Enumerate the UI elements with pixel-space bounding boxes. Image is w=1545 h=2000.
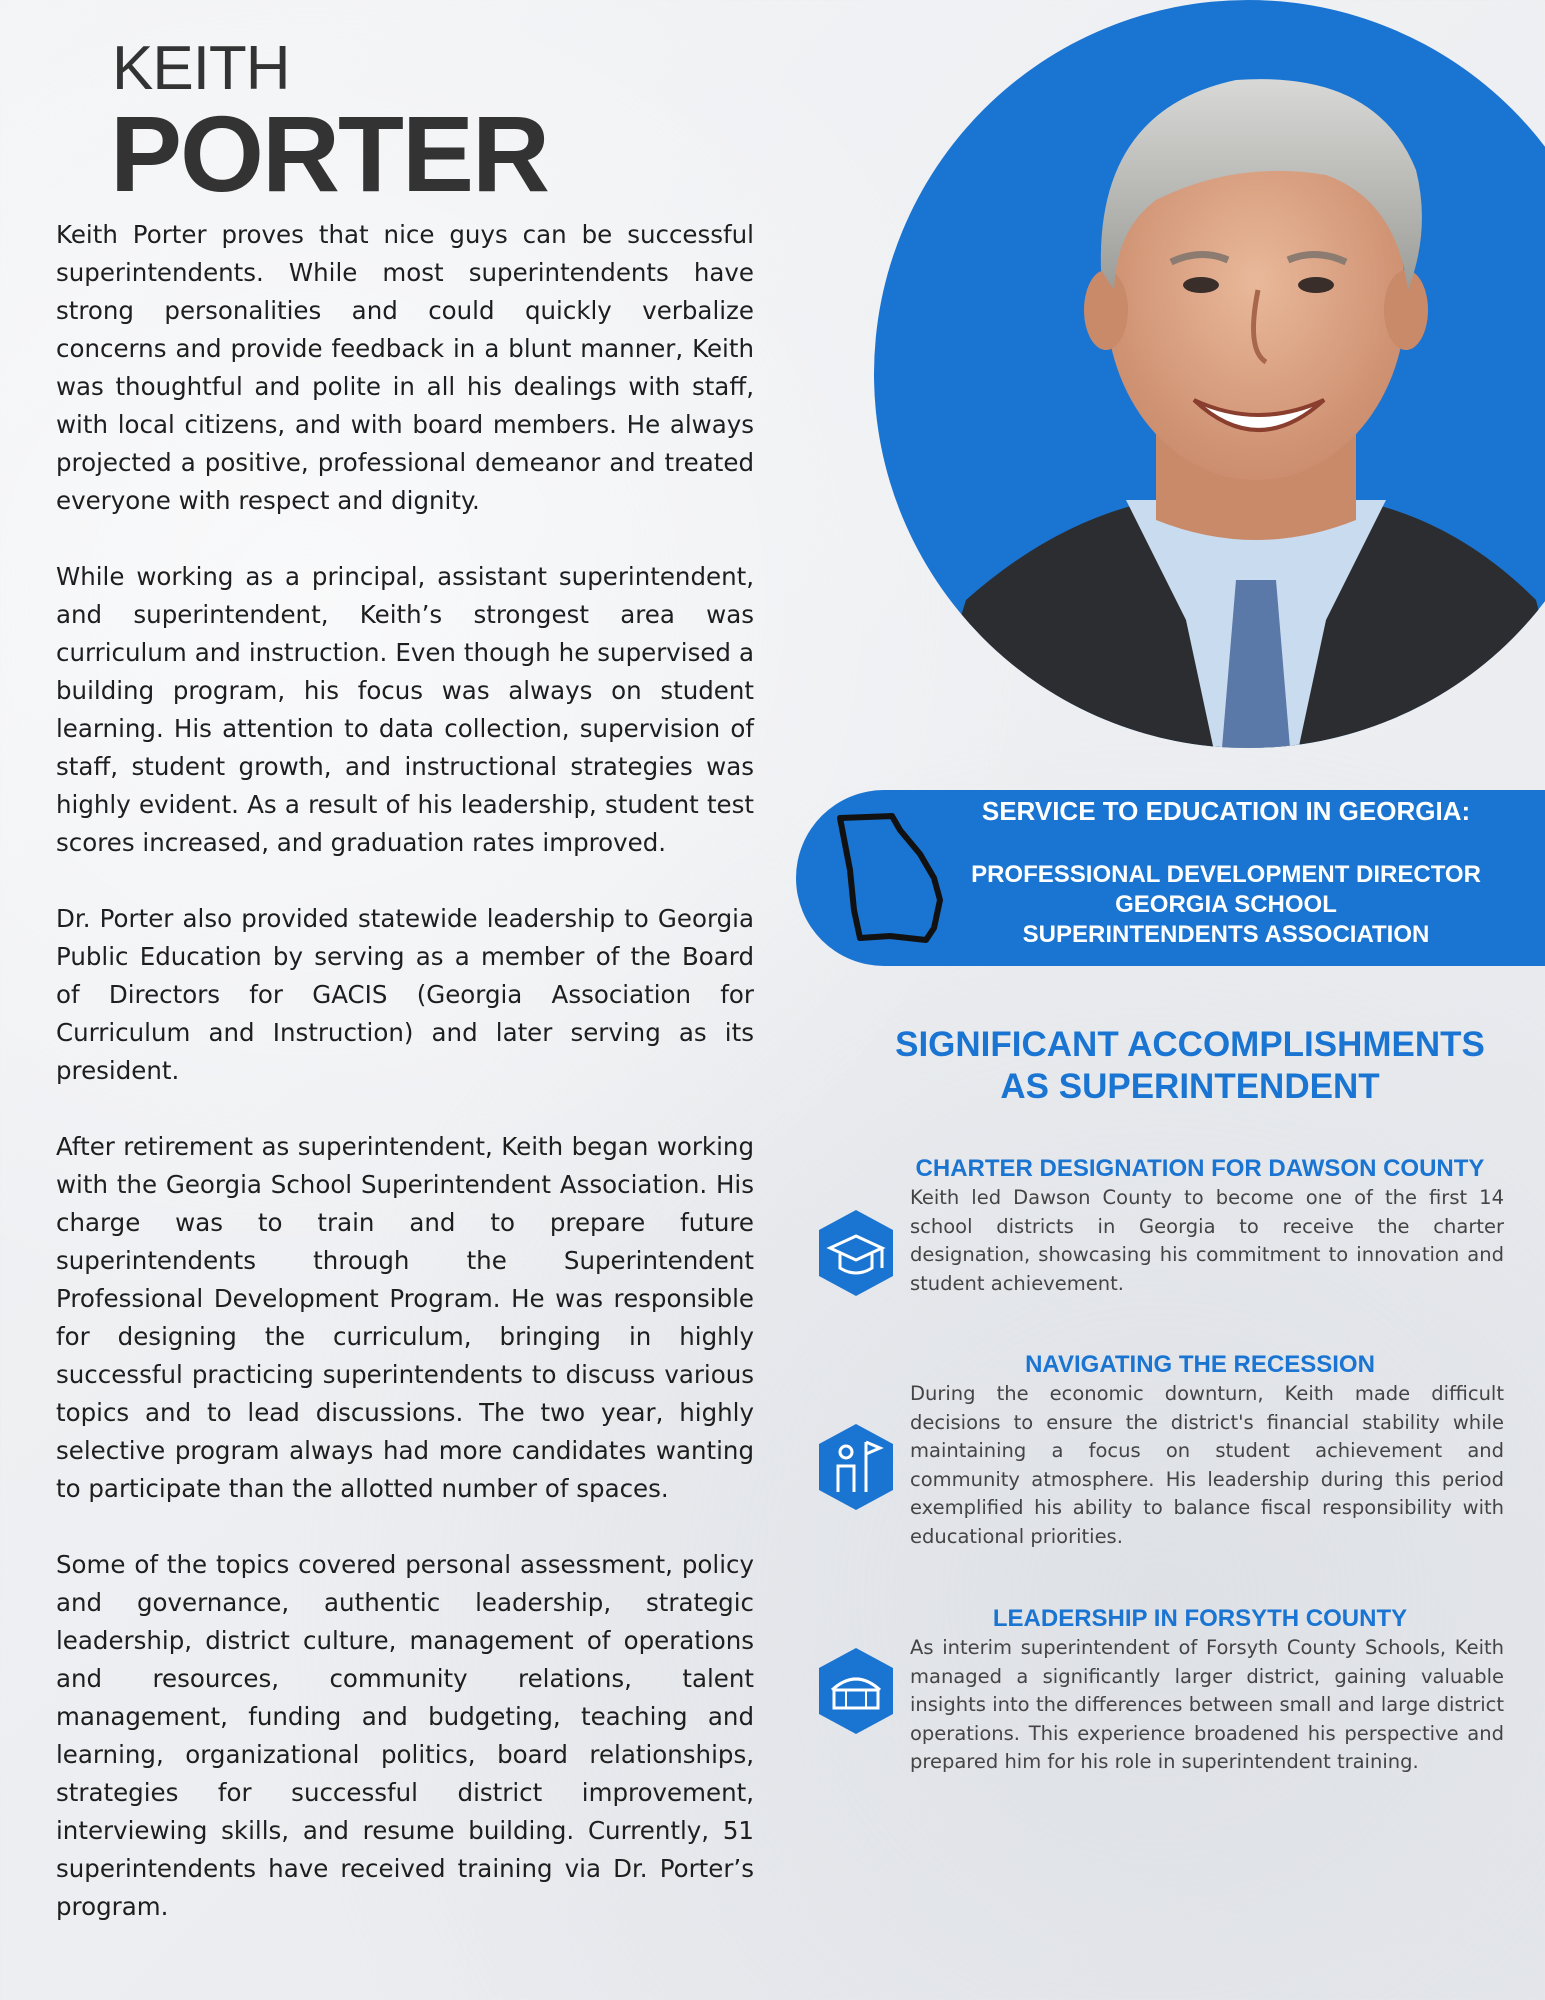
heading-line: AS SUPERINTENDENT [1000, 1067, 1380, 1106]
heading-line: SIGNIFICANT ACCOMPLISHMENTS [895, 1025, 1485, 1064]
service-text [936, 790, 1516, 950]
accomplishment-body: During the economic downturn, Keith made difficult decisions to ensure the district's financial stability while maintaining a focus on student achievement and community atmosphere. His leadership during this period exemplified his ability to balance fiscal responsibility with educational priorities. [910, 1382, 1504, 1548]
service-line: GEORGIA SCHOOL [1115, 891, 1337, 918]
accomplishment-body: Keith led Dawson County to become one of the first 14 school districts in Georgia to receive the charter designation, showcasing his commitment to innovation and student achievement. [910, 1186, 1504, 1295]
accomplishment-item [800, 1604, 1510, 1777]
portrait-illustration [796, 0, 1545, 760]
accomplishment-title: CHARTER DESIGNATION FOR DAWSON COUNTY [915, 1155, 1485, 1182]
accomplishment-title: NAVIGATING THE RECESSION [1025, 1351, 1375, 1378]
bio-paragraph: After retirement as superintendent, Keith began working with the Georgia School Superintendent Association. His charge was to train and to prepare future superintendents through the Superintendent Professional Development Program. He was responsible for designing the curriculum, bringing in highly successful practicing superintendents to discuss various topics and to lead discussions. The two year, highly selective program always had more candidates wanting to participate than the allotted number of spaces. [56, 1132, 754, 1503]
accomplishment-title: LEADERSHIP IN FORSYTH COUNTY [992, 1605, 1408, 1632]
graduation-cap-icon [816, 1208, 896, 1298]
accomplishment-item [800, 1154, 1510, 1298]
bio-paragraph: While working as a principal, assistant superintendent, and superintendent, Keith’s strongest area was curriculum and instruction. Even though he supervised a building program, his focus was always on student learning. His attention to data collection, supervision of staff, student growth, and instructional strategies was highly evident. As a result of his leadership, student test scores increased, and graduation rates improved. [56, 562, 754, 857]
bio-paragraph: Some of the topics covered personal assessment, policy and governance, authentic leadership, strategic leadership, district culture, management of operations and resources, community relations, talent management, funding and budgeting, teaching and learning, organizational politics, board relationships, strategies for successful district improvement, interviewing skills, and resume building. Currently, 51 superintendents have received training via Dr. Porter’s program. [56, 1550, 754, 1921]
service-body [936, 860, 1516, 950]
accomplishment-item [800, 1350, 1510, 1551]
leader-flag-icon [816, 1422, 896, 1512]
accomplishments-heading [830, 1024, 1545, 1108]
service-title: SERVICE TO EDUCATION IN GEORGIA: [981, 796, 1471, 826]
biography [56, 216, 754, 1964]
service-line: SUPERINTENDENTS ASSOCIATION [1022, 921, 1430, 948]
bio-paragraph: Dr. Porter also provided statewide leadership to Georgia Public Education by serving as a member of the Board of Directors for GACIS (Georgia Association for Curriculum and Instruction) and later serving as its president. [56, 904, 754, 1085]
service-banner [796, 790, 1545, 966]
service-line: PROFESSIONAL DEVELOPMENT DIRECTOR [971, 861, 1481, 888]
first-name: KEITH [112, 34, 290, 103]
georgia-map-icon [830, 810, 950, 950]
last-name: PORTER [110, 93, 549, 214]
school-building-icon [816, 1646, 896, 1736]
portrait-photo [796, 0, 1545, 760]
accomplishment-body: As interim superintendent of Forsyth County Schools, Keith managed a significantly larger district, gaining valuable insights into the differences between small and large district operations. This experience broadened his perspective and prepared him for his role in superintendent training. [910, 1636, 1504, 1773]
bio-paragraph: Keith Porter proves that nice guys can be successful superintendents. While most superintendents have strong personalities and could quickly verbalize concerns and provide feedback in a blunt manner, Keith was thoughtful and polite in all his dealings with staff, with local citizens, and with board members. He always projected a positive, professional demeanor and treated everyone with respect and dignity. [56, 220, 754, 515]
